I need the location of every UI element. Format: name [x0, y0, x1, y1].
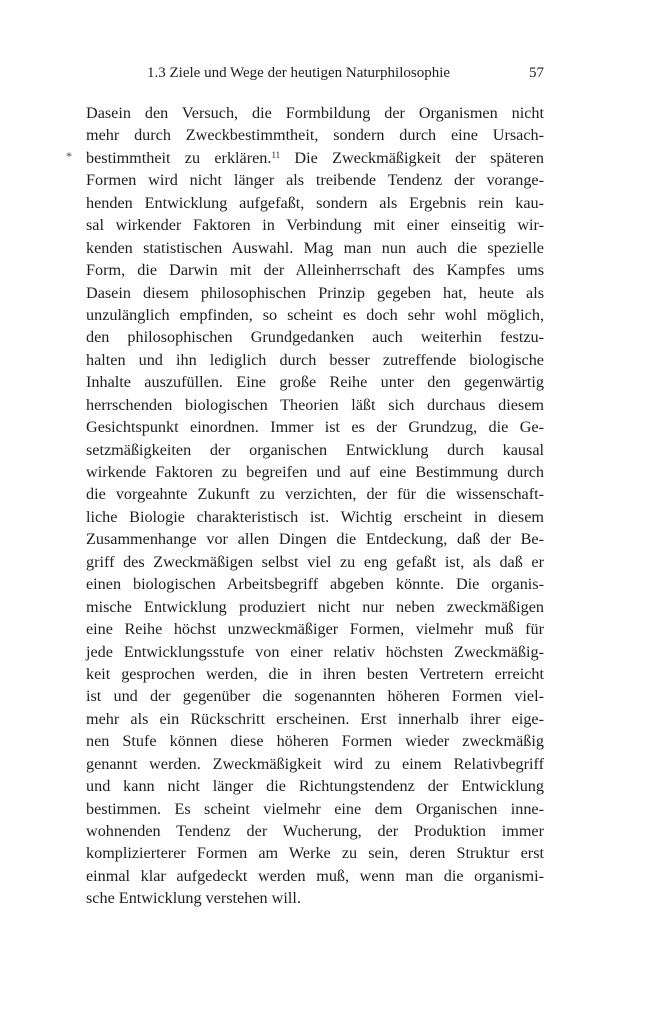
text-line-25: jede Entwicklungsstufe von einer relativ höchsten Zweckmäßig- [86, 642, 544, 661]
text-line-9: Dasein diesem philosophischen Prinzip gegeben hat, heute als [86, 283, 544, 302]
margin-asterisk-mark: * [66, 149, 72, 163]
text-line-17: wirkende Faktoren zu begreifen und auf eine Bestimmung durch [86, 463, 544, 481]
text-line-34: komplizierterer Formen am Werke zu sein, deren Struktur erst [86, 844, 544, 863]
text-line-30: genannt werden. Zweckmäßigkeit wird zu einem Relativbegriff [86, 754, 544, 773]
text-line-33: wohnenden Tendenz der Wucherung, der Produktion immer [86, 822, 544, 840]
text-line-18: die vorgeahnte Zukunft zu verzichten, der für die wissenschaft- [86, 485, 544, 504]
text-line-23: mische Entwicklung produziert nicht nur neben zweckmäßigen [86, 597, 544, 616]
text-line-32: bestimmen. Es scheint vielmehr eine dem Organischen inne- [86, 799, 544, 818]
text-line-3-start: bestimmtheit zu erklären. [86, 148, 272, 167]
text-line-26: keit gesprochen werden, die in ihren besten Vertretern erreicht [86, 664, 544, 683]
text-line-15: Gesichtspunkt einordnen. Immer ist es der Grundzug, die Ge- [86, 418, 544, 437]
text-line-22: einen biologischen Arbeitsbegriff abgeben könnte. Die organis- [86, 575, 544, 594]
page-number: 57 [529, 65, 544, 81]
text-line-24: eine Reihe höchst unzweckmäßiger Formen, vielmehr muß für [86, 620, 544, 639]
text-line-7: kenden statistischen Auswahl. Mag man nun auch die spezielle [86, 238, 544, 257]
text-line-5: henden Entwicklung aufgefaßt, sondern als Ergebnis rein kau- [86, 193, 544, 212]
text-line-8: Form, die Darwin mit der Alleinherrschaft des Kampfes ums [86, 261, 544, 280]
text-line-29: nen Stufe können diese höheren Formen wieder zweckmäßig [86, 732, 544, 751]
footnote-reference: 11 [271, 149, 281, 160]
text-line-14: herrschenden biologischen Theorien läßt sich durchaus diesem [86, 395, 544, 414]
running-header [86, 63, 544, 83]
text-line-2: mehr durch Zweckbestimmtheit, sondern durch eine Ursach- [86, 126, 544, 145]
text-line-10: unzulänglich empfinden, so scheint es doch sehr wohl möglich, [86, 305, 544, 324]
body-paragraph [86, 102, 544, 910]
text-line-28: mehr als ein Rückschritt erscheinen. Erst innerhalb ihrer eige- [86, 709, 544, 728]
text-line-11: den philosophischen Grundgedanken auch weiterhin festzu- [86, 328, 544, 347]
text-line-3 [86, 147, 544, 169]
text-line-12: halten und ihn lediglich durch besser zutreffende biologische [86, 350, 544, 369]
text-line-19: liche Biologie charakteristisch ist. Wichtig erscheint in diesem [86, 507, 544, 526]
text-line-36: sche Entwicklung verstehen will. [86, 889, 301, 908]
running-title: 1.3 Ziele und Wege der heutigen Naturphilosophie [147, 65, 451, 81]
text-line-21: griff des Zweckmäßigen selbst viel zu eng gefaßt ist, als daß er [86, 552, 544, 571]
text-line-1: Dasein den Versuch, die Formbildung der Organismen nicht [86, 104, 544, 122]
text-line-20: Zusammenhange vor allen Dingen die Entdeckung, daß der Be- [86, 530, 544, 549]
text-line-13: Inhalte auszufüllen. Eine große Reihe unter den gegenwärtig [86, 373, 544, 392]
text-line-35: einmal klar aufgedeckt werden muß, wenn man die organismi- [86, 866, 544, 885]
text-line-16: setzmäßigkeiten der organischen Entwicklung durch kausal [86, 440, 544, 459]
text-line-4: Formen wird nicht länger als treibende Tendenz der vorange- [86, 171, 544, 190]
text-line-31: und kann nicht länger die Richtungstendenz der Entwicklung [86, 777, 544, 796]
text-line-3-end: Die Zweckmäßigkeit der späteren [280, 148, 545, 167]
text-line-6: sal wirkender Faktoren in Verbindung mit einer einseitig wir- [86, 216, 544, 235]
text-line-27: ist und der gegenüber die sogenannten höheren Formen viel- [86, 687, 544, 706]
